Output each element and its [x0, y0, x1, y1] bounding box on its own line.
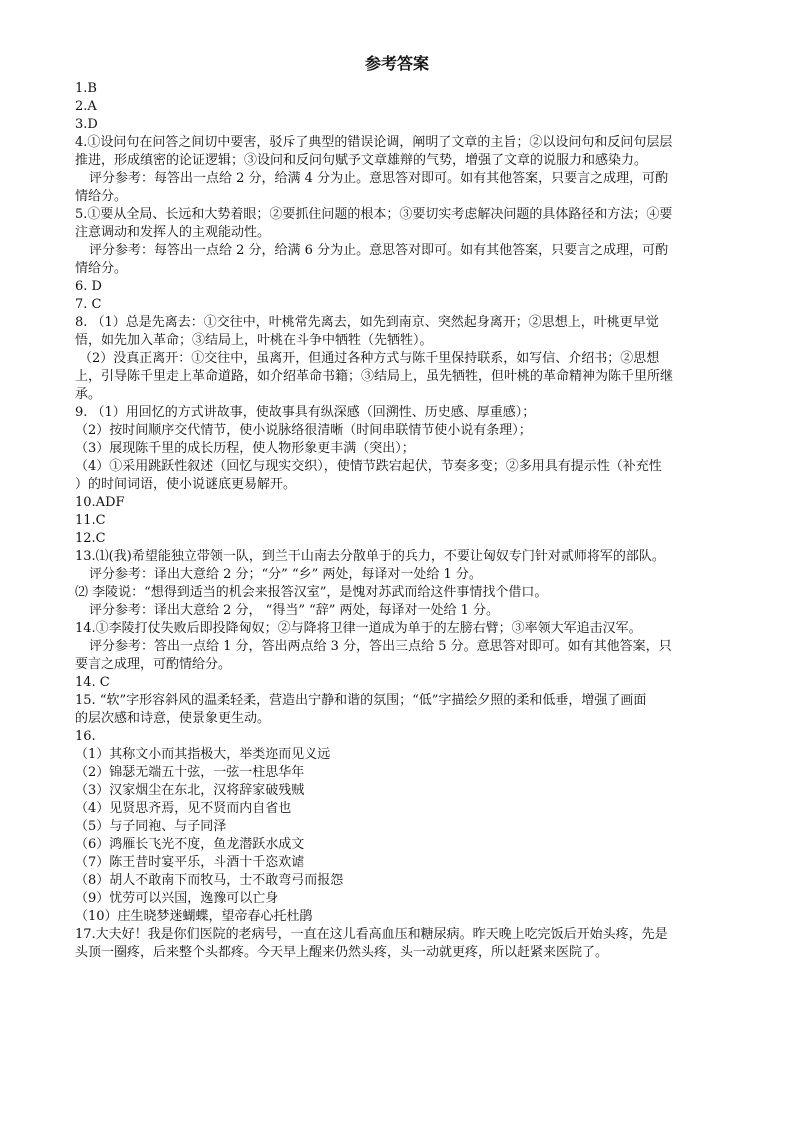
answer-line: 评分参考：答出一点给 1 分，答出两点给 3 分，答出三点给 5 分。意思答对即可。如有其他答案，只 — [89, 639, 672, 654]
answer-line: 9. （1）用回忆的方式讲故事，使故事具有纵深感（回溯性、历史感、厚重感）； — [75, 405, 536, 420]
answer-line: 评分参考：译出大意给 2 分， “得当” “辞” 两处，每译对一处给 1 分。 — [89, 603, 500, 618]
answer-line: （2）没真正离开：①交往中，虽离开，但通过各种方式与陈千里保持联系，如写信、介绍书；②思想 — [79, 351, 660, 366]
answer-line: （3）汉家烟尘在东北，汉将辞家破残贼 — [75, 783, 305, 798]
answer-line: （5）与子同袍、与子同泽 — [75, 819, 227, 834]
answer-line: 14. C — [75, 675, 110, 690]
answer-line: ）的时间词语，使小说谜底更易解开。 — [75, 477, 297, 492]
answer-line: 7. C — [75, 297, 102, 312]
answer-line: （4）①采用跳跃性叙述（回忆与现实交织），使情节跌宕起伏，节奏多变；②多用具有提示性（补充性 — [75, 459, 662, 474]
answer-line: 1.B — [75, 81, 97, 96]
answer-line: 要言之成理，可酌情给分。 — [75, 657, 232, 672]
answer-line: 情给分。 — [75, 261, 128, 276]
answer-line: 12.C — [75, 531, 106, 546]
answer-line: 5.①要从全局、长远和大势着眼；②要抓住问题的根本；③要切实考虑解决问题的具体路径和方法；④要 — [75, 207, 673, 222]
answer-line: 11.C — [75, 513, 106, 528]
answer-line: 承。 — [75, 387, 102, 402]
answer-line: 16. — [75, 729, 96, 744]
answer-line: 的层次感和诗意，使景象更生动。 — [75, 711, 271, 726]
answer-list — [75, 80, 723, 962]
answer-line: 头顶一圈疼，后来整个头都疼。今天早上醒来仍然头疼，头一动就更疼，所以赶紧来医院了。 — [75, 945, 609, 960]
answer-line: 3.D — [75, 117, 98, 132]
answer-line: 8. （1）总是先离去：①交往中，叶桃常先离去，如先到南京、突然起身离开；②思想上，叶桃更早觉 — [75, 315, 659, 330]
answer-line: 悟，如先加入革命；③结局上，叶桃在斗争中牺牲（先牺牲）。 — [75, 333, 433, 348]
answer-line: （2）锦瑟无端五十弦，一弦一柱思华年 — [75, 765, 305, 780]
answer-line: （4）见贤思齐焉，见不贤而内自省也 — [75, 801, 292, 816]
page-title: 参考答案 — [364, 54, 429, 73]
answer-line: （7）陈王昔时宴平乐，斗酒十千恣欢谑 — [75, 855, 305, 870]
answer-line: 上，引导陈千里走上革命道路，如介绍革命书籍；③结局上，虽先牺牲，但叶桃的革命精神为陈千里所继 — [75, 369, 674, 384]
answer-line: 注意调动和发挥人的主观能动性。 — [75, 225, 271, 240]
answer-line: 14.①李陵打仗失败后即投降匈奴；②与降将卫律一道成为单于的左膀右臂；③率领大军追击汉军。 — [75, 621, 642, 636]
answer-line: 17.大夫好！我是你们医院的老病号，一直在这儿看高血压和糖尿病。昨天晚上吃完饭后开始头疼，先是 — [75, 927, 668, 942]
answer-line: 2.A — [75, 99, 97, 114]
answer-line: 6. D — [75, 279, 102, 294]
answer-line: （10）庄生晓梦迷蝴蝶，望帝春心托杜鹃 — [75, 909, 313, 924]
answer-line: （6）鸿雁长飞光不度，鱼龙潜跃水成文 — [75, 837, 305, 852]
answer-line: 评分参考：每答出一点给 2 分，给满 4 分为止。意思答对即可。如有其他答案，只要言之成理，可酌 — [89, 171, 669, 186]
answer-line: 10.ADF — [75, 495, 125, 510]
answer-line: （1）其称文小而其指极大，举类迩而见义远 — [75, 747, 331, 762]
answer-line: （8）胡人不敢南下而牧马，士不敢弯弓而报怨 — [75, 873, 344, 888]
answer-line: 情给分。 — [75, 189, 128, 204]
answer-line: 15. “软”字形容斜风的温柔轻柔，营造出宁静和谐的氛围；“低”字描绘夕照的柔和低垂，增强了画面 — [75, 693, 647, 708]
answer-line: （9）忧劳可以兴国，逸豫可以亡身 — [75, 891, 279, 906]
answer-line: （2）按时间顺序交代情节，使小说脉络很清晰（时间串联情节使小说有条理）； — [75, 423, 532, 438]
answer-line: 13.⑴(我)希望能独立带领一队，到兰干山南去分散单于的兵力，不要让匈奴专门针对贰师将军的部队。 — [75, 549, 665, 564]
answer-line: 4.①设问句在问答之间切中要害，驳斥了典型的错误论调，阐明了文章的主旨；②以设问句和反问句层层 — [75, 135, 673, 150]
answer-line: 评分参考：每答出一点给 2 分，给满 6 分为止。意思答对即可。如有其他答案，只要言之成理，可酌 — [89, 243, 669, 258]
answer-line: 评分参考：译出大意给 2 分；“分” “乡” 两处，每译对一处给 1 分。 — [89, 567, 482, 582]
answer-line: ⑵ 李陵说：“想得到适当的机会来报答汉室”，是愧对苏武而给这件事情找个借口。 — [75, 585, 548, 600]
answer-line: （3）展现陈千里的成长历程，使人物形象更丰满（突出）； — [75, 441, 415, 456]
answer-line: 推进，形成缜密的论证逻辑；③设问和反问句赋予文章雄辩的气势，增强了文章的说服力和感染力。 — [75, 153, 648, 168]
